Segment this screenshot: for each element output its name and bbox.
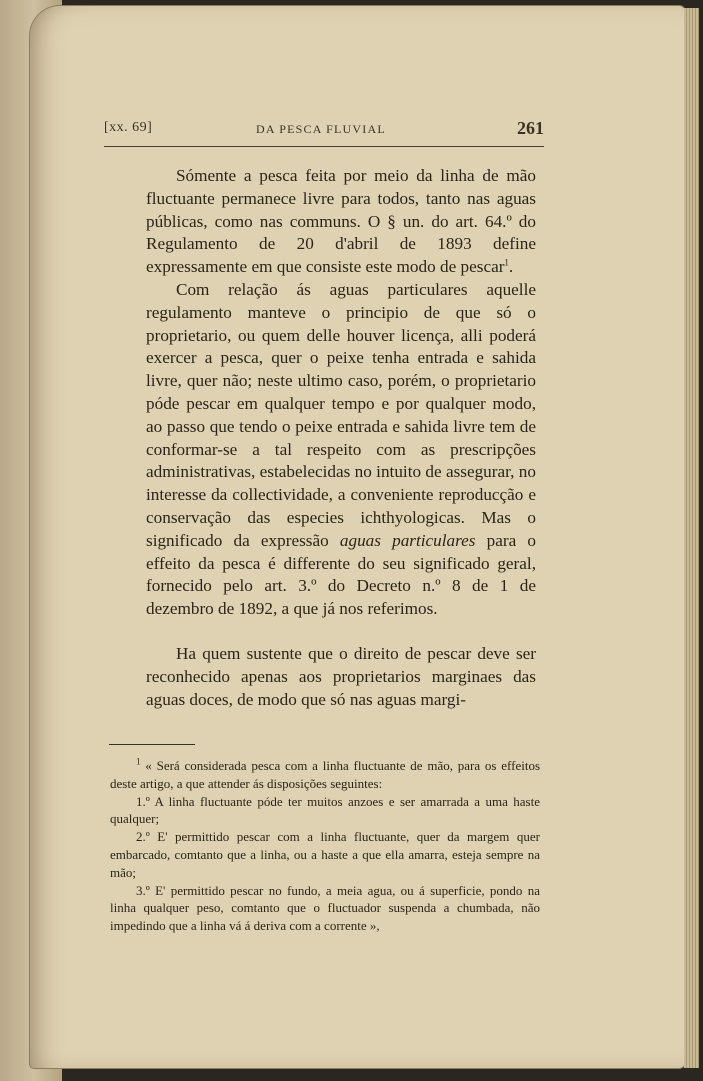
paragraph-2-italic: aguas particulares <box>339 530 476 550</box>
paragraph-2 <box>146 279 536 621</box>
paragraph-1 <box>146 165 536 279</box>
footnote-reference: 1 <box>504 257 509 268</box>
footnote-rule <box>109 744 195 745</box>
footnote-intro-text: « Será considerada pesca com a linha fluctuante de mão, para os effeitos deste artigo, a que attender ás disposições seguintes: <box>110 758 541 791</box>
page-number: 261 <box>517 118 544 138</box>
footnote <box>110 757 540 935</box>
paragraph-1-text: Sómente a pesca feita por meio da linha de mão fluctuante permanece livre para todos, tanto nas aguas públicas, como nas communs. O § un. do art. 64.º do Regulamento de 20 d'abril de 1893 define expressamente em que consiste este modo de pescar <box>146 166 536 277</box>
paragraph-2-text-a: Com relação ás aguas particulares aquelle regulamento manteve o principio de que só o proprietario, ou quem delle houver licença, alli poderá exercer a pesca, quer o peixe tenha entrada e sahida livre, quer não; neste ultimo caso, porém, o proprietario póde pescar em qualquer tempo e por qualquer modo, ao passo que tendo o peixe entrada e sahida livre tem de conformar-se a tal respeito com as prescripções administrativas, estabelecidas no intuito de assegurar, no interesse da collectividade, a conveniente reproducção e conservação das especies ichthyologicas. Mas o significado da expressão <box>146 279 536 550</box>
running-header <box>104 118 544 142</box>
running-title: DA PESCA FLUVIAL <box>256 122 386 136</box>
footnote-item-1: 1.º A linha fluctuante póde ter muitos anzoes e ser amarrada a uma haste qualquer; <box>110 793 540 827</box>
header-rule <box>104 146 544 147</box>
section-reference: [xx. 69] <box>104 120 153 135</box>
paragraph-3: Ha quem sustente que o direito de pescar deve ser reconhecido apenas aos proprietarios marginaes das aguas doces, de modo que só nas aguas margi- <box>146 643 536 709</box>
footnote-marker: 1 <box>136 756 141 767</box>
footnote-item-2: 2.º E' permittido pescar com a linha fluctuante, quer da margem quer embarcado, comtanto que a linha, ou a haste a que ella amarra, esteja sempre na mão; <box>110 829 540 880</box>
main-text <box>146 165 536 711</box>
paragraph-1-end: . <box>508 257 514 277</box>
footnote-intro <box>110 757 540 793</box>
page-stack-edge <box>684 8 699 1068</box>
footnote-item-3: 3.º E' permittido pescar no fundo, a meia agua, ou á superficie, pondo na linha qualquer peso, comtanto que o fluctuador suspenda a chumbada, não impedindo que a linha vá á deriva com a corrente », <box>110 882 540 934</box>
paragraph-2-text-b: para o effeito da pesca é differente do seu significado geral, fornecido pelo art. 3.º do Decreto n.º 8 de 1 de dezembro de 1892, a que já nos referimos. <box>146 530 537 619</box>
